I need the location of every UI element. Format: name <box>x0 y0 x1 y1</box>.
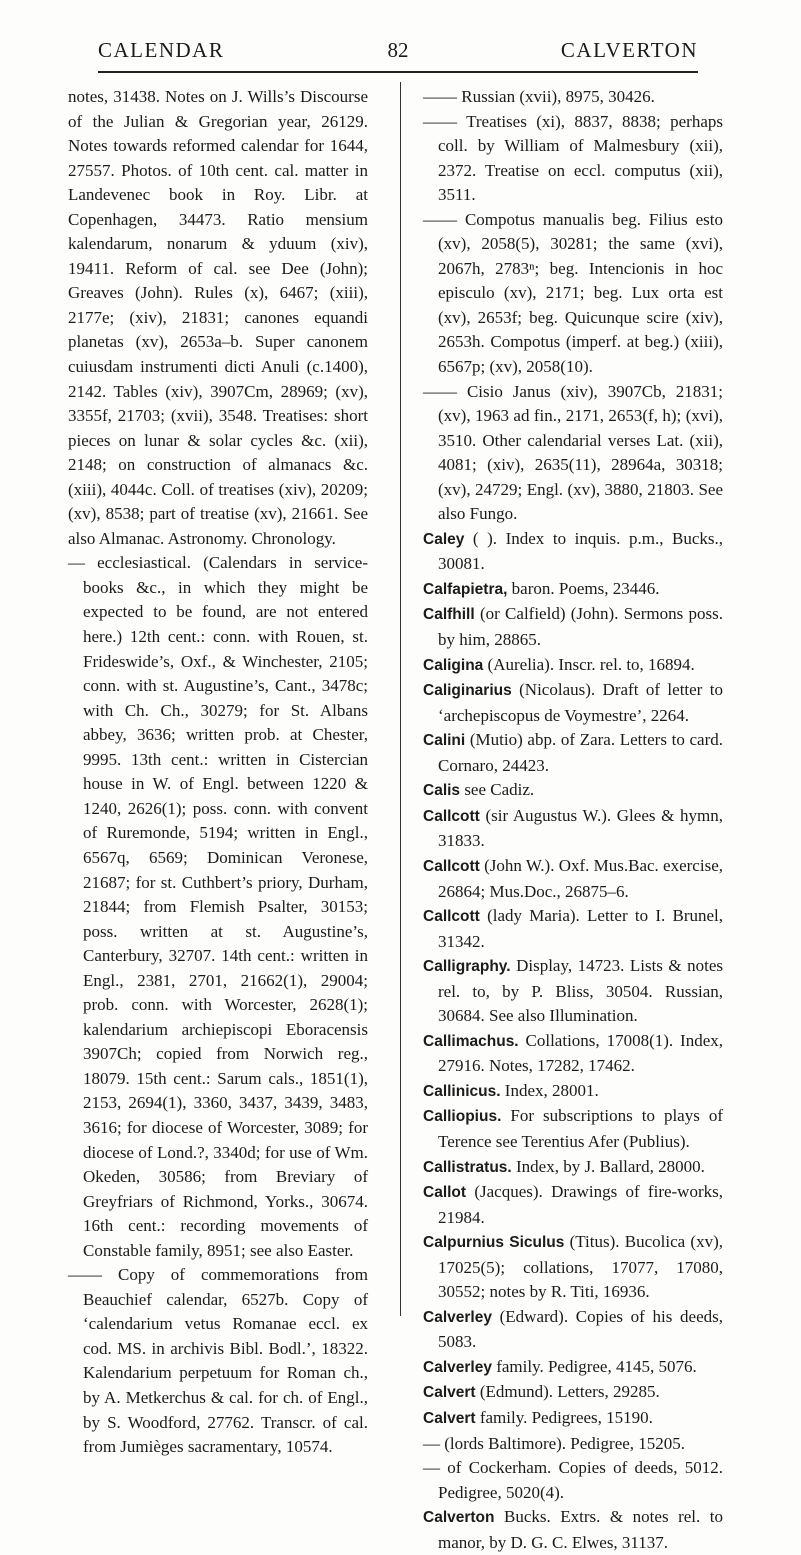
headword: Calvert <box>423 1409 476 1427</box>
index-entry: Callcott (lady Maria). Letter to I. Brunel, 31342. <box>423 906 723 951</box>
running-header <box>98 38 698 64</box>
index-entry: —— Russian (xvii), 8975, 30426. <box>423 87 655 106</box>
index-entry: —— Cisio Janus (xiv), 3907Cb, 21831; (xv), 1963 ad fin., 2171, 2653(f, h); (xvi), 3510. Other calendarial verses Lat. (xii), 4081; (xiv), 2635(11), 28964a, 30318; (xv), 24729; Engl. (xv), 3880, 21803. See also Fungo. <box>423 381 723 524</box>
left-column <box>68 85 368 1460</box>
index-entry: —— Copy of commemorations from Beauchief calendar, 6527b. Copy of ‘calendarium vetus Romanae eccl. ex cod. MS. in archivis Bibl. Bodl.’, 18322. Kalendarium perpetuum for Roman ch., by A. Metkerchus & cal. for ch. of Engl., by S. Woodford, 27762. Transcr. of cal. from Jumièges sacramentary, 10574. <box>68 1265 368 1457</box>
headword: Caliginarius <box>423 682 512 700</box>
index-entry: Calfapietra, baron. Poems, 23446. <box>423 578 660 598</box>
index-entry: —— Treatises (xi), 8837, 8838; perhaps coll. by William of Malmesbury (xii), 2372. Treatise on eccl. computus (xii), 3511. <box>423 111 723 205</box>
index-entry: Calverley (Edward). Copies of his deeds, 5083. <box>423 1306 723 1352</box>
headword: Callot <box>423 1184 467 1202</box>
headword: Callcott <box>423 857 480 875</box>
index-entry: Caligina (Aurelia). Inscr. rel. to, 16894. <box>423 654 695 674</box>
headword: Calverton <box>423 1509 495 1527</box>
headword: Callinicus. <box>423 1082 501 1100</box>
index-entry: notes, 31438. Notes on J. Wills’s Discourse of the Julian & Gregorian year, 26129. Notes towards reformed calendar for 1644, 27557. Photos. of 10th cent. cal. matter in Landevenec book in Roy. Libr. at Copenhagen, 34473. Ratio mensium kalendarum, nonarum & yduum (xiv), 19411. Reform of cal. see Dee (John); Greaves (John). Rules (x), 6467; (xiii), 2177e; (xiv), 21831; canones equandi planetas (xv), 2653a–b. Super canonem cuiusdam instrumenti dicti Anuli (c.1400), 2142. Tables (xiv), 3907Cm, 28969; (xv), 3355f, 21703; (xvii), 3548. Treatises: short pieces on lunar & solar cycles &c. (xii), 2148; on construction of almanacs &c. (xiii), 4044c. Coll. of treatises (xiv), 20209; (xv), 8538; part of treatise (xv), 21661. See also Almanac. Astronomy. Chronology. <box>68 87 368 548</box>
index-entry: Callistratus. Index, by J. Ballard, 28000. <box>423 1156 705 1176</box>
headword: Calverley <box>423 1308 492 1326</box>
headword: Calini <box>423 732 466 750</box>
headword: Callimachus. <box>423 1032 519 1050</box>
header-rule <box>98 71 698 73</box>
index-entry: Calini (Mutio) abp. of Zara. Letters to card. Cornaro, 24423. <box>423 730 723 775</box>
header-left: CALENDAR <box>98 38 225 62</box>
index-entry: Calpurnius Siculus (Titus). Bucolica (xv), 17025(5); collations, 17077, 17080, 30552; notes by R. Titi, 16936. <box>423 1232 723 1302</box>
index-entry: Caley ( ). Index to inquis. p.m., Bucks., 30081. <box>423 528 723 574</box>
right-column <box>423 85 723 1555</box>
page-number: 82 <box>387 38 409 62</box>
headword: Callcott <box>423 807 480 825</box>
headword: Caley <box>423 530 465 548</box>
index-entry: Calis see Cadiz. <box>423 780 535 800</box>
index-entry: Callcott (sir Augustus W.). Glees & hymn, 31833. <box>423 805 723 851</box>
headword: Callcott <box>423 908 480 926</box>
index-entry: Calverley family. Pedigree, 4145, 5076. <box>423 1356 697 1376</box>
index-entry: Calverton Bucks. Extrs. & notes rel. to manor, by D. G. C. Elwes, 31137. <box>423 1507 723 1552</box>
headword: Calpurnius Siculus <box>423 1234 565 1252</box>
index-entry: Calfhill (or Calfield) (John). Sermons poss. by him, 28865. <box>423 604 723 650</box>
index-entry: —— Compotus manualis beg. Filius esto (xv), 2058(5), 30281; the same (xvi), 2067h, 2783ⁿ; beg. Intencionis in hoc episculo (xv), 2171; beg. Lux orta est (xv), 2653f; beg. Quicunque scire (xiv), 2653h. Compotus (imperf. at beg.) (xiii), 6567p; (xv), 2058(10). <box>423 209 723 377</box>
headword: Callistratus. <box>423 1158 512 1176</box>
headword: Calfhill <box>423 606 475 624</box>
headword: Calis <box>423 782 461 800</box>
header-right: CALVERTON <box>560 38 698 62</box>
index-entry: Calligraphy. Display, 14723. Lists & notes rel. to, by P. Bliss, 30504. Russian, 30684. See also Illumination. <box>423 956 723 1026</box>
index-entry: Callot (Jacques). Drawings of fire-works, 21984. <box>423 1182 723 1227</box>
headword: Calliopius. <box>423 1108 502 1126</box>
index-entry: Calvert (Edmund). Letters, 29285. <box>423 1382 660 1402</box>
headword: Calvert <box>423 1384 476 1402</box>
index-entry: Callinicus. Index, 28001. <box>423 1080 599 1100</box>
index-entry: Calliopius. For subscriptions to plays of Terence see Terentius Afer (Publius). <box>423 1106 723 1151</box>
index-entry: Calvert family. Pedigrees, 15190. <box>423 1407 653 1427</box>
headword: Caligina <box>423 656 484 674</box>
column-divider <box>400 82 401 1316</box>
index-entry: Caliginarius (Nicolaus). Draft of letter to ‘archepiscopus de Voymestre’, 2264. <box>423 680 723 725</box>
headword: Calfapietra, <box>423 580 508 598</box>
index-entry: — ecclesiastical. (Calendars in service-books &c., in which they might be expected to be found, are not entered here.) 12th cent.: conn. with Rouen, st. Frideswide’s, Oxf., & Winchester, 2105; conn. with st. Augustine’s, Cant., 3478c; with Ch. Ch., 30279; for St. Albans abbey, 3636; written prob. at Chester, 9995. 13th cent.: written in Cistercian house in W. of Engl. between 1220 & 1240, 2626(1); poss. conn. with convent of Ruremonde, 5194; written in Engl., 6567q, 6569; Dominican Veronese, 21687; for st. Cuthbert’s priory, Durham, 21844; from Flemish Psalter, 30153; poss. written at st. Augustine’s, Canterbury, 32707. 14th cent.: written in Engl., 2381, 2701, 21662(1), 29004; prob. conn. with Worcester, 2628(1); kalendarium archiepiscopi Eboracensis 3907Ch; copied from Norwich reg., 18079. 15th cent.: Sarum cals., 1851(1), 2153, 2694(1), 3360, 3437, 3439, 3483, 3616; for diocese of Worcester, 3089; for diocese of Lond.?, 3340d; for use of Wm. Okeden, 30586; from Breviary of Greyfriars of Richmond, Yorks., 30674. 16th cent.: recording movements of Constable family, 8951; see also Easter. <box>68 553 368 1260</box>
index-entry: — of Cockerham. Copies of deeds, 5012. Pedigree, 5020(4). <box>423 1458 723 1502</box>
headword: Calligraphy. <box>423 958 511 976</box>
index-entry: Callcott (John W.). Oxf. Mus.Bac. exercise, 26864; Mus.Doc., 26875–6. <box>423 855 723 901</box>
index-entry: Callimachus. Collations, 17008(1). Index, 27916. Notes, 17282, 17462. <box>423 1030 723 1076</box>
index-entry: — (lords Baltimore). Pedigree, 15205. <box>423 1433 686 1453</box>
headword: Calverley <box>423 1358 492 1376</box>
